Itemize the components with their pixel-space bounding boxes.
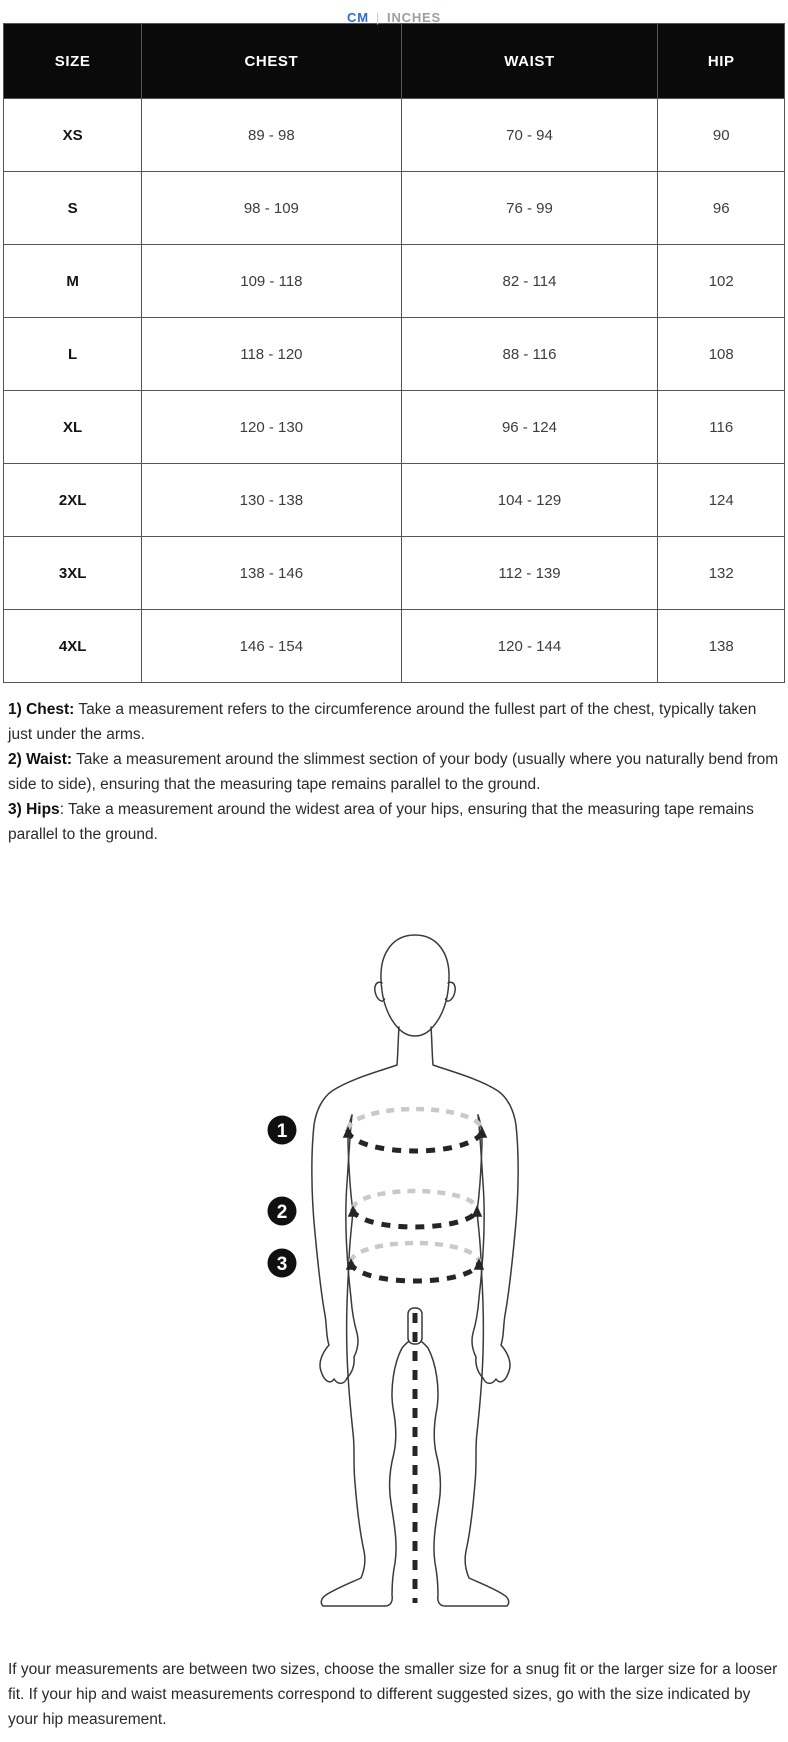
size-chart-table bbox=[3, 23, 785, 683]
unit-toggle bbox=[0, 0, 788, 23]
header-size: SIZE bbox=[4, 24, 142, 99]
cell-chest: 120 - 130 bbox=[142, 391, 401, 464]
cell-waist: 120 - 144 bbox=[401, 610, 658, 683]
arm-right bbox=[431, 1027, 518, 1383]
cell-waist: 96 - 124 bbox=[401, 391, 658, 464]
table-row bbox=[4, 99, 785, 172]
marker-3-hips bbox=[268, 1249, 297, 1278]
cell-hip: 108 bbox=[658, 318, 785, 391]
marker-2-waist bbox=[268, 1197, 297, 1226]
note-waist-label: 2) Waist: bbox=[8, 751, 73, 768]
cell-chest: 89 - 98 bbox=[142, 99, 401, 172]
cell-waist: 104 - 129 bbox=[401, 464, 658, 537]
cell-hip: 102 bbox=[658, 245, 785, 318]
cell-size: XS bbox=[4, 99, 142, 172]
cell-hip: 96 bbox=[658, 172, 785, 245]
chest-measure-line bbox=[348, 1109, 482, 1151]
svg-text:1: 1 bbox=[276, 1121, 288, 1142]
table-row bbox=[4, 245, 785, 318]
waist-measure-line bbox=[353, 1191, 477, 1227]
sizing-advice-note: If your measurements are between two sizes, choose the smaller size for a snug fit or the larger size for a looser fit. If your hip and waist measurements correspond to different suggested sizes, go with the size indicated by your hip measurement. bbox=[8, 1661, 778, 1728]
cell-chest: 118 - 120 bbox=[142, 318, 401, 391]
cell-waist: 112 - 139 bbox=[401, 537, 658, 610]
unit-option-inches[interactable]: INCHES bbox=[387, 10, 441, 25]
note-hips-text: : Take a measurement around the widest area of your hips, ensuring that the measuring tape remains parallel to the ground. bbox=[8, 801, 754, 843]
cell-waist: 82 - 114 bbox=[401, 245, 658, 318]
torso-leg-left bbox=[321, 1115, 414, 1606]
table-row bbox=[4, 464, 785, 537]
table-row bbox=[4, 318, 785, 391]
cell-hip: 132 bbox=[658, 537, 785, 610]
cell-waist: 88 - 116 bbox=[401, 318, 658, 391]
table-row bbox=[4, 172, 785, 245]
inseam-line bbox=[408, 1308, 422, 1603]
cell-size: XL bbox=[4, 391, 142, 464]
unit-toggle-separator: | bbox=[375, 10, 381, 25]
cell-hip: 124 bbox=[658, 464, 785, 537]
cell-size: L bbox=[4, 318, 142, 391]
table-row bbox=[4, 610, 785, 683]
size-chart-header-row bbox=[4, 24, 785, 99]
header-chest: CHEST bbox=[142, 24, 401, 99]
cell-size: S bbox=[4, 172, 142, 245]
torso-leg-right bbox=[416, 1115, 509, 1606]
measurement-notes bbox=[8, 697, 780, 847]
cell-size: 2XL bbox=[4, 464, 142, 537]
body-figure-illustration bbox=[0, 849, 788, 1613]
cell-size: M bbox=[4, 245, 142, 318]
table-row bbox=[4, 537, 785, 610]
cell-chest: 130 - 138 bbox=[142, 464, 401, 537]
cell-chest: 138 - 146 bbox=[142, 537, 401, 610]
cell-waist: 76 - 99 bbox=[401, 172, 658, 245]
hip-measure-line bbox=[351, 1243, 479, 1281]
cell-size: 3XL bbox=[4, 537, 142, 610]
body-measurement-diagram bbox=[0, 849, 788, 1613]
svg-text:2: 2 bbox=[276, 1202, 288, 1223]
cell-hip: 116 bbox=[658, 391, 785, 464]
note-chest-text: Take a measurement refers to the circumference around the fullest part of the chest, typically taken just under the arms. bbox=[8, 701, 757, 743]
unit-option-cm[interactable]: CM bbox=[347, 10, 369, 25]
note-waist-text: Take a measurement around the slimmest section of your body (usually where you naturally bend from side to side), ensuring that the measuring tape remains parallel to the ground. bbox=[8, 751, 779, 793]
cell-chest: 109 - 118 bbox=[142, 245, 401, 318]
head-outline bbox=[381, 935, 449, 1036]
cell-chest: 146 - 154 bbox=[142, 610, 401, 683]
cell-size: 4XL bbox=[4, 610, 142, 683]
cell-waist: 70 - 94 bbox=[401, 99, 658, 172]
cell-chest: 98 - 109 bbox=[142, 172, 401, 245]
header-waist: WAIST bbox=[401, 24, 658, 99]
cell-hip: 138 bbox=[658, 610, 785, 683]
marker-1-chest bbox=[268, 1116, 297, 1145]
cell-hip: 90 bbox=[658, 99, 785, 172]
svg-text:3: 3 bbox=[276, 1254, 288, 1275]
header-hip: HIP bbox=[658, 24, 785, 99]
table-row bbox=[4, 391, 785, 464]
note-hips-label: 3) Hips bbox=[8, 801, 60, 818]
note-chest-label: 1) Chest: bbox=[8, 701, 75, 718]
